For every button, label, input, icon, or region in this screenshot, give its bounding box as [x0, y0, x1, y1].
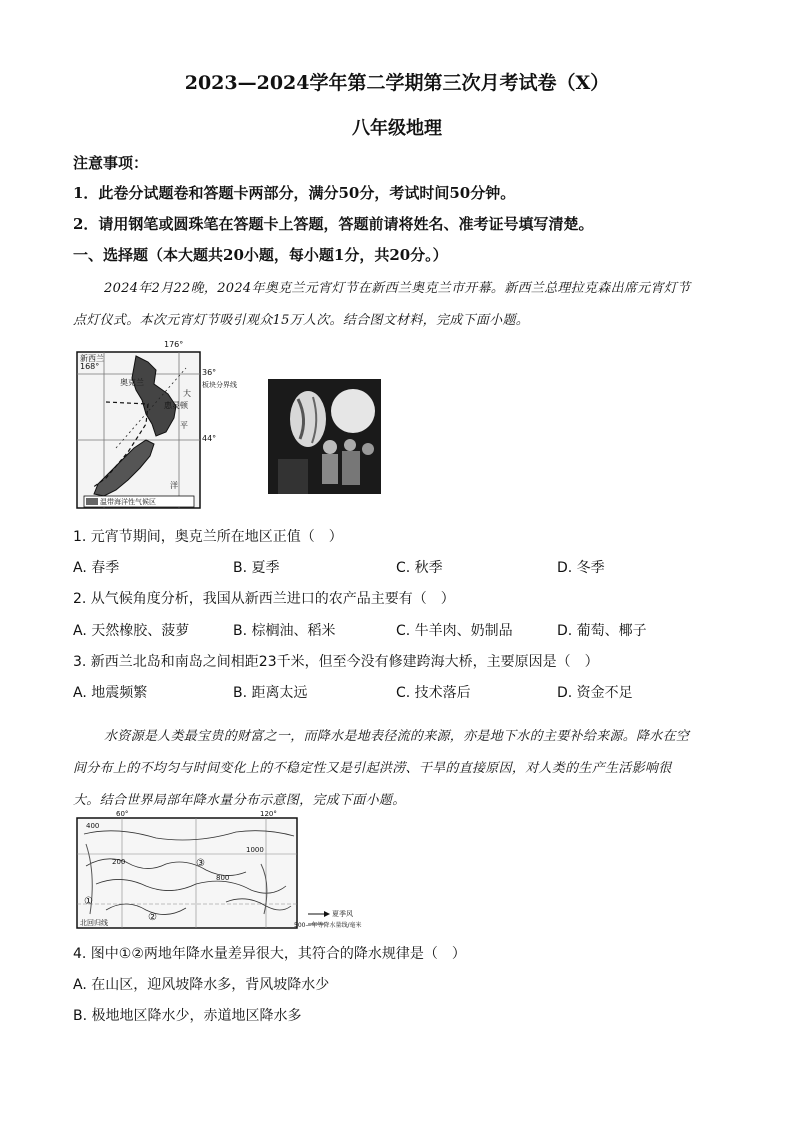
map1-ocean-char-2: 平 — [180, 421, 188, 430]
map2-mark-1: ① — [84, 896, 93, 907]
passage2-line1: 水资源是人类最宝贵的财富之一，而降水是地表径流的来源，亦是地下水的主要补给来源。降水在空 — [104, 729, 690, 744]
map2-mark-2: ② — [148, 912, 157, 923]
question-1-option-c: C. 秋季 — [396, 560, 443, 576]
question-2-option-d: D. 葡萄、椰子 — [557, 623, 647, 639]
question-4-stem: 4. 图中①②两地年降水量差异很大，其符合的降水规律是（ ） — [73, 946, 466, 962]
question-3-stem: 3. 新西兰北岛和南岛之间相距23千米，但至今没有修建跨海大桥，主要原因是（ ） — [73, 654, 599, 670]
passage2-line3: 大。结合世界局部年降水量分布示意图，完成下面小题。 — [73, 793, 406, 808]
section-heading: 一、选择题（本大题共20小题，每小题1分，共20分。） — [73, 246, 448, 264]
passage1-line2: 点灯仪式。本次元宵灯节吸引观众15万人次。结合图文材料，完成下面小题。 — [73, 313, 530, 328]
map2-legend-isohyet: 500—年等降水量线/毫米 — [294, 922, 362, 929]
map1-city-auckland: 奥克兰 — [120, 378, 144, 387]
precipitation-map — [76, 810, 368, 932]
map2-legend-monsoon: 夏季风 — [332, 910, 353, 918]
question-1-stem: 1. 元宵节期间，奥克兰所在地区正值（ ） — [73, 529, 343, 545]
question-2-stem: 2. 从气候角度分析，我国从新西兰进口的农产品主要有（ ） — [73, 591, 455, 607]
map1-lat-36: 36° — [202, 368, 217, 377]
lantern-photo-graphic — [268, 379, 381, 494]
question-3-option-a: A. 地震频繁 — [73, 685, 148, 701]
passage2-line2: 间分布上的不均匀与时间变化上的不稳定性又是引起洪涝、干旱的直接原因，对人类的生产生活影响很 — [73, 761, 672, 776]
question-2-option-b: B. 棕榈油、稻米 — [233, 623, 336, 639]
map1-ocean-char-1: 大 — [183, 389, 191, 398]
passage1-line1: 2024年2月22晚，2024年奥克兰元宵灯节在新西兰奥克兰市开幕。新西兰总理拉克森出席元宵灯节 — [104, 281, 691, 296]
exam-title: 2023—2024学年第二学期第三次月考试卷（X） — [184, 72, 610, 94]
question-4-option-b: B. 极地地区降水少，赤道地区降水多 — [73, 1008, 302, 1024]
map2-iso-800: 800 — [216, 874, 230, 882]
map1-lat-44: 44° — [202, 434, 217, 443]
question-1-option-a: A. 春季 — [73, 560, 120, 576]
map1-lon-176: 176° — [164, 340, 184, 349]
map2-mark-3: ③ — [196, 858, 205, 869]
question-2-option-a: A. 天然橡胶、菠萝 — [73, 623, 190, 639]
map1-ocean-char-3: 洋 — [170, 481, 178, 490]
map2-lon-60: 60° — [116, 810, 129, 818]
question-4-option-a: A. 在山区，迎风坡降水多，背风坡降水少 — [73, 977, 330, 993]
map1-lon-168: 168° — [80, 362, 100, 371]
new-zealand-map — [76, 340, 237, 510]
map2-iso-200: 200 — [112, 858, 126, 866]
lantern-festival-photo — [268, 379, 381, 494]
question-1-option-d: D. 冬季 — [557, 560, 605, 576]
map1-legend-climate: 温带海洋性气候区 — [100, 498, 156, 506]
question-3-option-b: B. 距离太远 — [233, 685, 308, 701]
map2-iso-400: 400 — [86, 822, 100, 830]
map1-city-wellington: 惠灵顿 — [164, 401, 188, 410]
map1-country-label: 新西兰 — [80, 354, 104, 363]
notice-item-1: 1．此卷分试题卷和答题卡两部分，满分50分，考试时间50分钟。 — [73, 184, 516, 202]
notice-heading: 注意事项： — [73, 154, 149, 172]
precipitation-map-graphic — [76, 814, 368, 932]
notice-item-2: 2．请用钢笔或圆珠笔在答题卡上答题，答题前请将姓名、准考证号填写清楚。 — [73, 215, 594, 233]
map1-legend-boundary: 板块分界线 — [202, 381, 237, 389]
question-3-option-c: C. 技术落后 — [396, 685, 471, 701]
exam-subtitle: 八年级地理 — [352, 118, 442, 139]
map2-tropic-label: 北回归线 — [80, 919, 108, 927]
question-2-option-c: C. 牛羊肉、奶制品 — [396, 623, 513, 639]
map2-iso-1000: 1000 — [246, 846, 264, 854]
question-3-option-d: D. 资金不足 — [557, 685, 633, 701]
map2-lon-120: 120° — [260, 810, 277, 818]
question-1-option-b: B. 夏季 — [233, 560, 280, 576]
